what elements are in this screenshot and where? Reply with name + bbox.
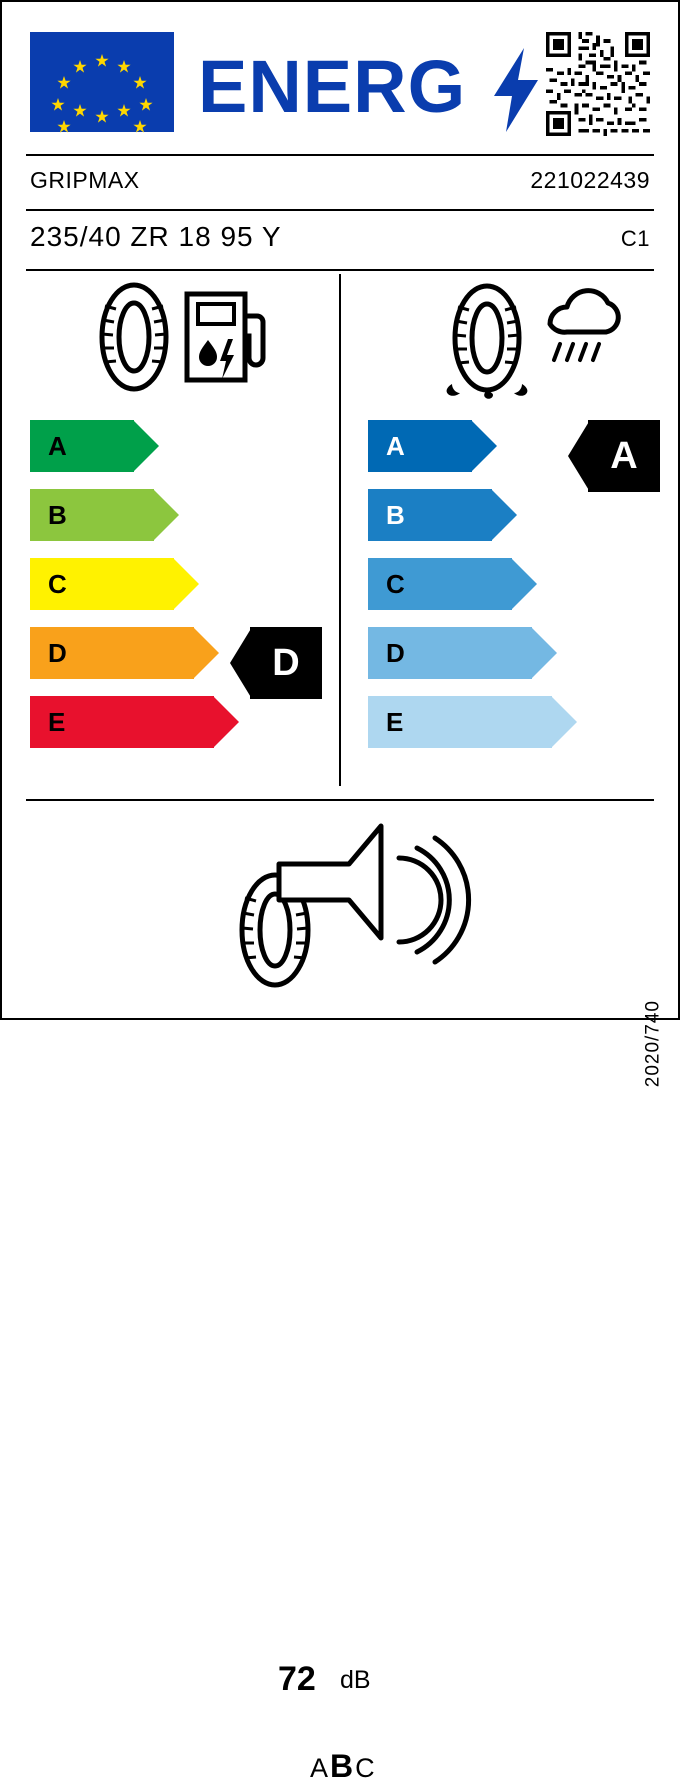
noise-class-c: C (355, 1753, 377, 1783)
wet-grade-bar-e (368, 696, 552, 748)
grade-letter: B (386, 499, 405, 530)
grade-row (30, 696, 214, 748)
bar-arrow (193, 627, 219, 679)
wet-rating-letter: A (610, 434, 638, 477)
bar-arrow (133, 420, 159, 472)
divider-3 (26, 269, 654, 271)
grade-row (368, 420, 552, 472)
fuel-efficiency-pictogram (92, 282, 272, 392)
fuel-grade-bar-b (30, 489, 154, 541)
sound-waves-icon (399, 838, 469, 962)
grade-letter: B (48, 499, 67, 530)
grade-letter: D (386, 637, 405, 668)
column-divider (339, 274, 341, 786)
serial-number: 221022439 (530, 167, 650, 193)
wet-rating-marker (568, 420, 660, 492)
divider-2 (26, 209, 654, 211)
divider-4 (26, 799, 654, 801)
bar-arrow (153, 489, 179, 541)
qr-code-icon (546, 32, 650, 136)
wet-grade-bar-d (368, 627, 532, 679)
brand-name: GRIPMAX (30, 167, 140, 193)
grade-letter: A (48, 430, 67, 461)
bar-arrow (491, 489, 517, 541)
bar-arrow (213, 696, 239, 748)
noise-class-b: B (330, 1748, 356, 1784)
fuel-grade-bar-a (30, 420, 134, 472)
eu-stars-icon (30, 32, 174, 132)
noise-pictogram (217, 820, 467, 1000)
fuel-grade-scale (30, 420, 214, 765)
grade-row (368, 627, 552, 679)
tyre-size: 235/40 ZR 18 95 Y (30, 221, 282, 252)
bar-arrow (173, 558, 199, 610)
divider-1 (26, 154, 654, 156)
noise-value: 72 (278, 1660, 316, 1698)
grade-letter: E (386, 706, 404, 737)
page-title: ENERG (198, 45, 467, 128)
regulation-number: 2020/740 (642, 1000, 663, 1088)
wet-grade-bar-b (368, 489, 492, 541)
fuel-rating-letter: D (272, 641, 300, 684)
grade-row (30, 489, 214, 541)
noise-class-scale (310, 1748, 377, 1785)
fuel-grade-bar-e (30, 696, 214, 748)
fuel-pump-icon (187, 294, 263, 380)
wet-grade-bar-c (368, 558, 512, 610)
tyre-icon (102, 285, 166, 389)
fuel-grade-bar-d (30, 627, 194, 679)
grade-row (30, 627, 214, 679)
eu-flag-icon (30, 32, 174, 132)
grade-row (30, 420, 214, 472)
grade-letter: C (48, 568, 67, 599)
grade-letter: D (48, 637, 67, 668)
tyre-icon (447, 286, 528, 399)
bar-arrow (531, 627, 557, 679)
bar-arrow (551, 696, 577, 748)
marker-arrow (568, 420, 590, 492)
wet-grip-pictogram (432, 280, 622, 400)
grade-row (368, 696, 552, 748)
fuel-rating-marker (230, 627, 322, 699)
bar-arrow (471, 420, 497, 472)
fuel-grade-bar-c (30, 558, 174, 610)
marker-arrow (230, 627, 252, 699)
tyre-class-code: C1 (620, 226, 650, 251)
grade-letter: A (386, 430, 405, 461)
grade-letter: C (386, 568, 405, 599)
noise-unit: dB (340, 1666, 371, 1694)
grade-row (368, 558, 552, 610)
grade-row (30, 558, 214, 610)
noise-class-a: A (310, 1753, 331, 1783)
wet-grade-scale (368, 420, 552, 765)
label-header (2, 2, 678, 152)
grade-row (368, 489, 552, 541)
grade-letter: E (48, 706, 66, 737)
rain-cloud-icon (550, 291, 618, 360)
wet-grade-bar-a (368, 420, 472, 472)
bar-arrow (511, 558, 537, 610)
lightning-bolt-icon (494, 48, 538, 132)
